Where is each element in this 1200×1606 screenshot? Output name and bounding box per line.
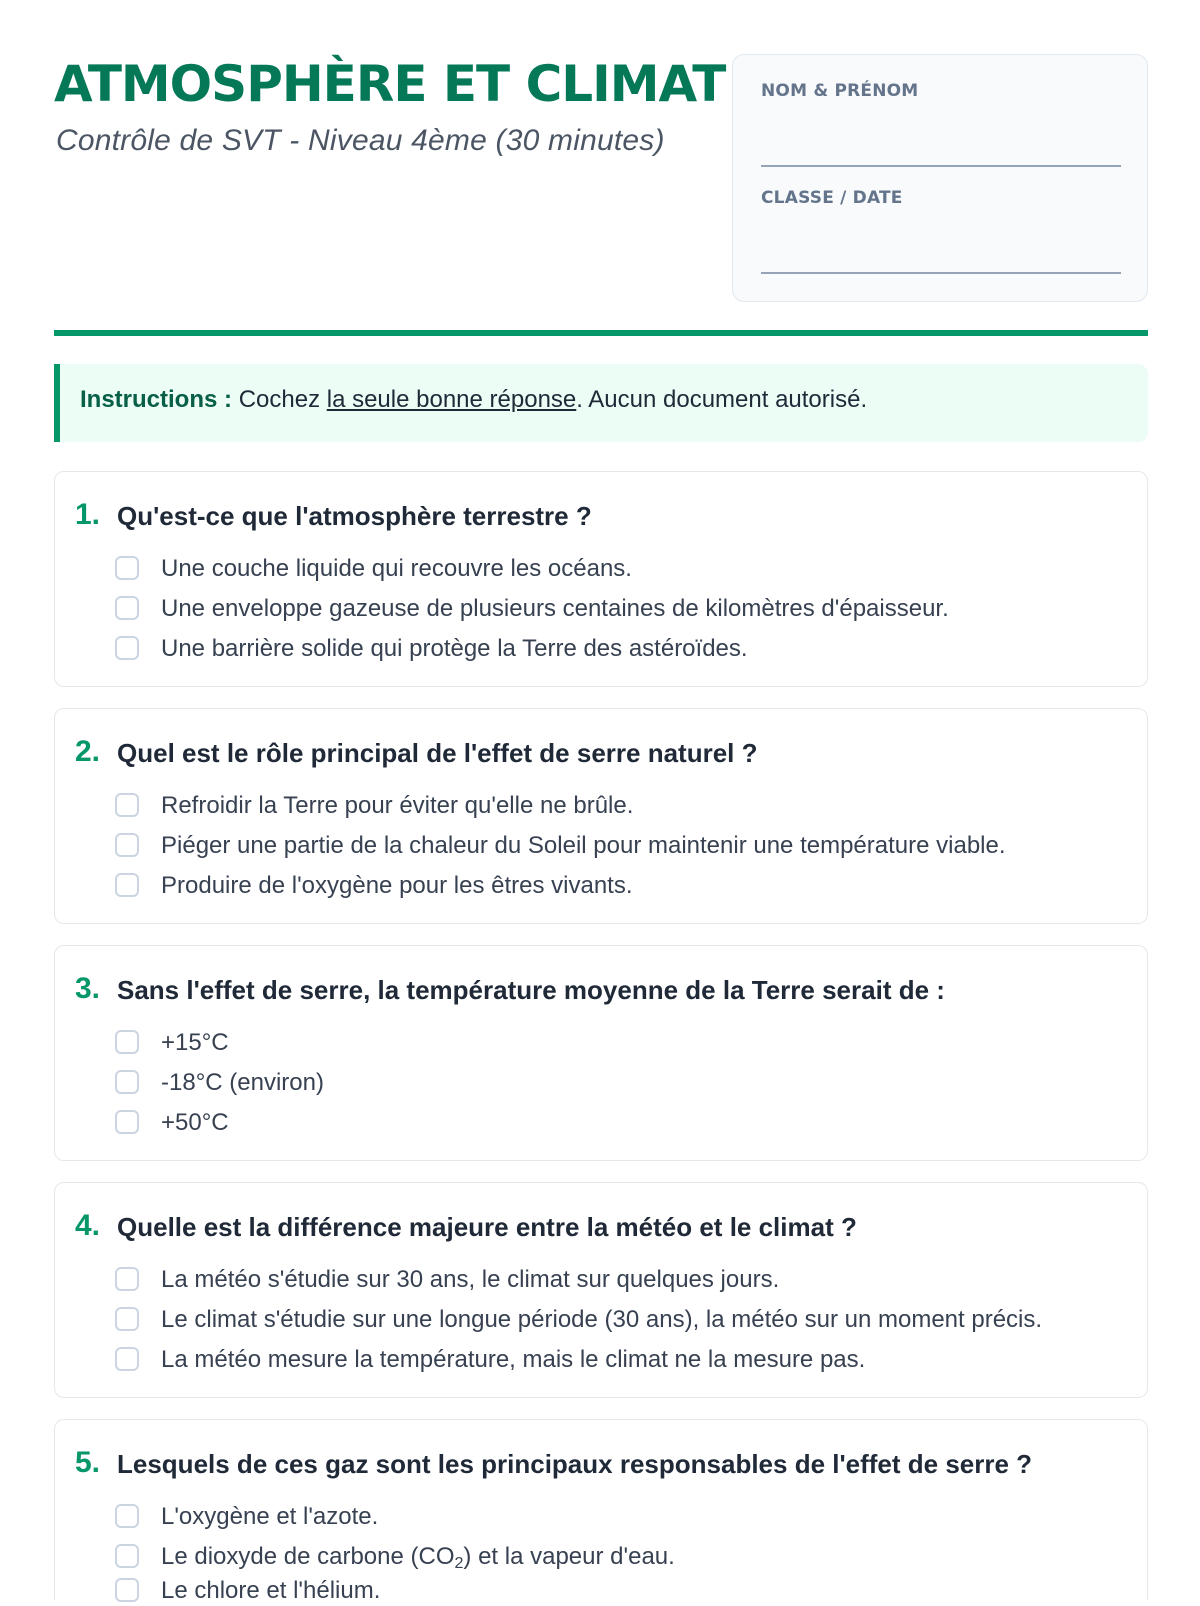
instructions-text-before: Cochez — [238, 386, 321, 413]
name-field[interactable] — [761, 165, 1121, 167]
answer-text: Une couche liquide qui recouvre les océans. — [161, 555, 632, 582]
page-subtitle: Contrôle de SVT - Niveau 4ème (30 minutes) — [56, 124, 665, 157]
answer-checkbox[interactable] — [115, 833, 139, 857]
answer-text: L'oxygène et l'azote. — [161, 1503, 379, 1530]
class-date-field[interactable] — [761, 272, 1121, 274]
answer-text: Produire de l'oxygène pour les êtres vivants. — [161, 872, 633, 899]
question-card-5 — [54, 1419, 1148, 1604]
answer-checkbox[interactable] — [115, 1030, 139, 1054]
answer-text: Une barrière solide qui protège la Terre des astéroïdes. — [161, 635, 748, 662]
answer-checkbox[interactable] — [115, 1307, 139, 1331]
page-title: ATMOSPHÈRE ET CLIMAT — [54, 55, 726, 113]
instructions-label: Instructions : — [80, 386, 233, 413]
answer-text: +50°C — [161, 1109, 229, 1136]
instructions-banner — [54, 364, 1148, 442]
answer-text — [161, 1542, 675, 1579]
formula-before: Le dioxyde de carbone (CO — [161, 1543, 455, 1570]
answer-checkbox[interactable] — [115, 636, 139, 660]
student-info-box — [732, 54, 1148, 302]
answer-text: Le climat s'étudie sur une longue période (30 ans), la météo sur un moment précis. — [161, 1306, 1043, 1333]
question-number: 3. — [75, 972, 101, 1005]
question-text: Quelle est la différence majeure entre la météo et le climat ? — [117, 1212, 857, 1242]
answer-checkbox[interactable] — [115, 793, 139, 817]
question-text: Qu'est-ce que l'atmosphère terrestre ? — [117, 501, 592, 531]
answer-checkbox[interactable] — [115, 1267, 139, 1291]
answer-text: Refroidir la Terre pour éviter qu'elle ne brûle. — [161, 792, 634, 819]
formula-after: ) et la vapeur d'eau. — [463, 1543, 675, 1570]
question-number: 5. — [75, 1446, 101, 1479]
answer-checkbox[interactable] — [115, 873, 139, 897]
answer-text: Piéger une partie de la chaleur du Soleil pour maintenir une température viable. — [161, 832, 1006, 859]
answer-checkbox[interactable] — [115, 1110, 139, 1134]
answer-checkbox[interactable] — [115, 556, 139, 580]
answer-checkbox[interactable] — [115, 596, 139, 620]
answer-checkbox[interactable] — [115, 1504, 139, 1528]
answer-text: +15°C — [161, 1029, 229, 1056]
question-text: Lesquels de ces gaz sont les principaux responsables de l'effet de serre ? — [117, 1449, 1033, 1479]
class-date-label: CLASSE / DATE — [761, 188, 903, 208]
answer-text: -18°C (environ) — [161, 1069, 324, 1096]
answer-text: La météo s'étudie sur 30 ans, le climat sur quelques jours. — [161, 1266, 780, 1293]
header-divider — [54, 330, 1148, 336]
question-number: 2. — [75, 735, 101, 768]
answer-text: Une enveloppe gazeuse de plusieurs centaines de kilomètres d'épaisseur. — [161, 595, 949, 622]
question-card-3 — [54, 945, 1148, 1161]
question-number: 1. — [75, 498, 101, 531]
question-card-2 — [54, 708, 1148, 924]
question-number: 4. — [75, 1209, 101, 1242]
instructions-text-after: . Aucun document autorisé. — [576, 386, 868, 413]
question-card-1 — [54, 471, 1148, 687]
formula-subscript: 2 — [454, 1555, 464, 1572]
header — [54, 54, 1148, 304]
answer-checkbox[interactable] — [115, 1544, 139, 1568]
answer-checkbox[interactable] — [115, 1578, 139, 1602]
answer-checkbox[interactable] — [115, 1347, 139, 1371]
answer-text: Le chlore et l'hélium. — [161, 1577, 381, 1604]
name-label: NOM & PRÉNOM — [761, 81, 919, 101]
instructions-emphasis: la seule bonne réponse — [326, 386, 577, 413]
question-text: Quel est le rôle principal de l'effet de serre naturel ? — [117, 738, 758, 768]
answer-checkbox[interactable] — [115, 1070, 139, 1094]
question-card-4 — [54, 1182, 1148, 1398]
answer-text: La météo mesure la température, mais le climat ne la mesure pas. — [161, 1346, 866, 1373]
question-text: Sans l'effet de serre, la température moyenne de la Terre serait de : — [117, 975, 945, 1005]
